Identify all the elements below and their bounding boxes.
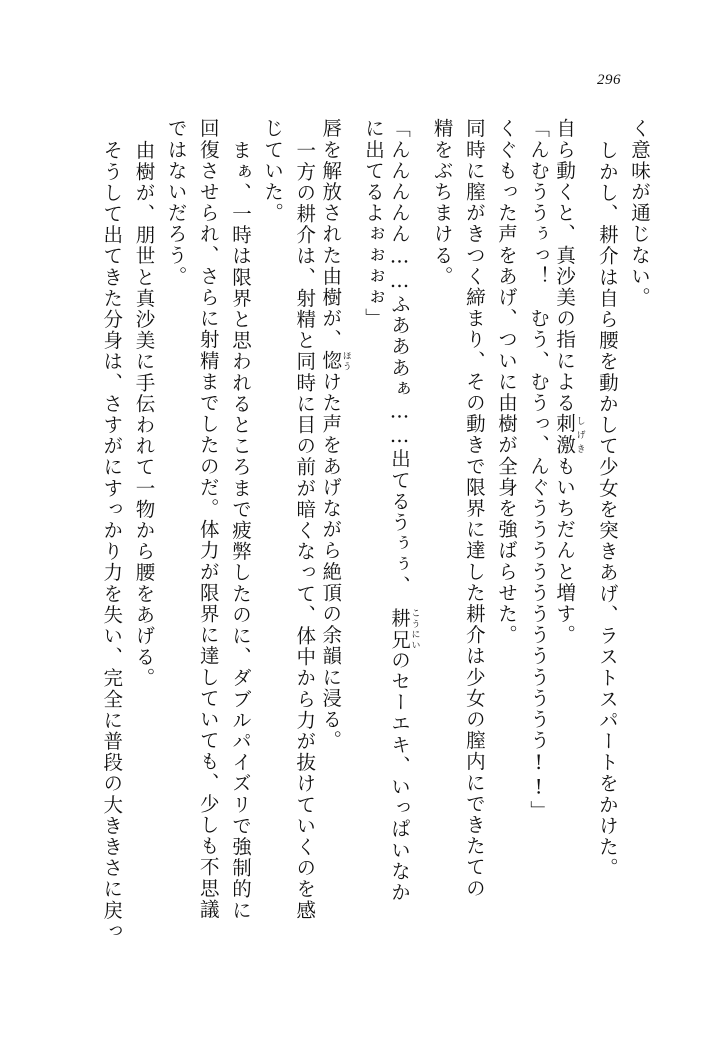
text-line: 精をぶちまける。 <box>430 118 454 287</box>
text-line: じていた。 <box>261 118 285 224</box>
text-line: 自ら動くと、真沙美の指による刺激しげきもいちだんと増す。 <box>553 118 585 646</box>
text-line: 「んむううぅっ！ むう、むうっ、んぐうううううううううううう!!」 <box>527 118 551 822</box>
text-line: しかし、耕介は自ら腰を動かして少女を突きあげ、ラストスパートをかけた。 <box>595 140 619 879</box>
text-line: く意味が通じない。 <box>628 118 651 308</box>
text-line: 由樹が、朋世と真沙美に手伝われて一物から腰をあげる。 <box>132 140 156 689</box>
text-line: まぁ、一時は限界と思われるところまで疲弊したのに、ダブルパイズリで強制的に <box>228 140 252 921</box>
text-line: ではないだろう。 <box>164 118 188 287</box>
text-line: 唇を解放された由樹が、惚ほうけた声をあげながら絶頂の余韻に浸る。 <box>319 118 351 752</box>
text-line: 回復させられ、さらに射精までしたのだ。体力が限界に達していても、少しも不思議 <box>196 118 220 920</box>
text-line: に出てるよぉぉぉぉ」 <box>361 118 385 329</box>
text-line: 「んんんんん……ふあああぁ……出てるうぅぅ、 耕兄こうにいのセーエキ、いっぱいなか <box>387 118 420 903</box>
text-line: 一方の耕介は、射精と同時に目の前が暗くなって、体中から力が抜けていくのを感 <box>293 140 317 921</box>
page-number: 296 <box>597 72 621 88</box>
text-line: そうして出てきた分身は、さすがにすっかり力を失い、完全に普段の大ききさに戻っ <box>100 140 124 942</box>
text-line: 同時に膣がきつく締まり、その動きで限界に達した耕介は少女の膣内にできたての <box>462 118 486 899</box>
text-line: くぐもった声をあげ、ついに由樹が全身を強ばらせた。 <box>494 118 518 646</box>
body-text-block <box>89 118 649 998</box>
